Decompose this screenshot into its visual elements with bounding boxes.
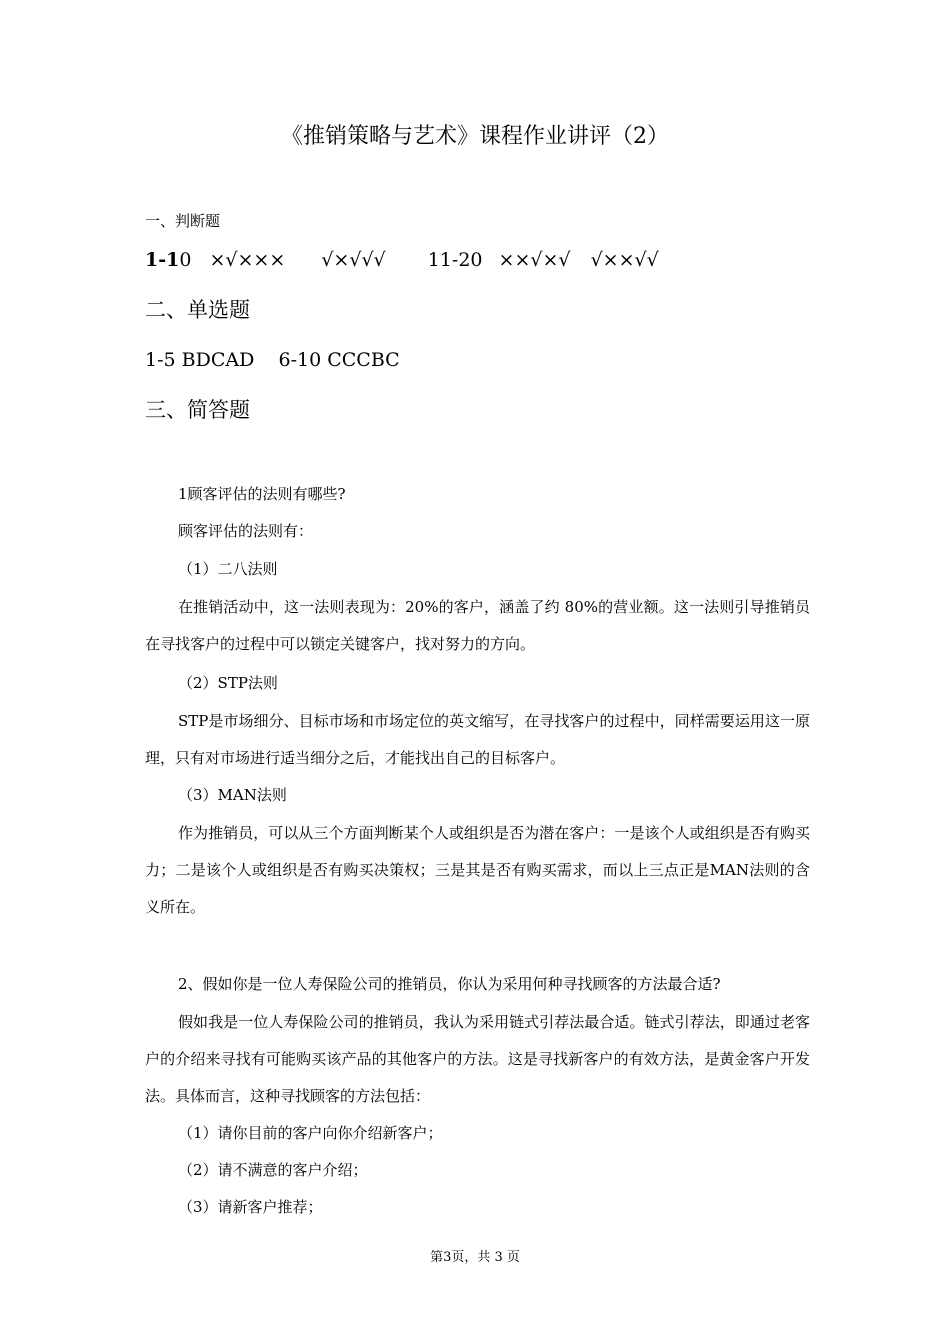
single-choice-answers: 1-5 BDCAD 6-10 CCCBC [145, 349, 400, 371]
q2-answer: 假如我是一位人寿保险公司的推销员，我认为采用链式引荐法最合适。链式引荐法，即通过老客户的介绍来寻找有可能购买该产品的其他客户的方法。这是寻找新客户的有效方法，是黄金客户开发法。具体而言，这种寻找顾客的方法包括： [145, 1013, 810, 1105]
q1-item1-title: （1）二八法则 [178, 560, 278, 578]
judgement-range1-bold: 1-1 [145, 249, 180, 271]
page-footer: 第3页，共 3 页 [430, 1250, 520, 1265]
judgement-answers-1b: √×√√√ [321, 249, 386, 271]
section-heading-short-answer: 三、简答题 [145, 398, 250, 422]
judgement-answers-1a: ×√××× [209, 249, 286, 271]
judgement-answers [145, 246, 810, 274]
q2-question: 2、假如你是一位人寿保险公司的推销员，你认为采用何种寻找顾客的方法最合适? [178, 975, 721, 993]
q1-item1-text: 在推销活动中，这一法则表现为：20%的客户，涵盖了约 80%的营业额。这一法则引导推销员在寻找客户的过程中可以锁定关键客户，找对努力的方向。 [145, 598, 810, 653]
q2-item3: （3）请新客户推荐； [178, 1198, 323, 1216]
q2-item2: （2）请不满意的客户介绍； [178, 1161, 368, 1179]
q1-question: 1顾客评估的法则有哪些? [178, 485, 346, 503]
judgement-answers-2b: √××√√ [590, 249, 659, 271]
q2-item1: （1）请你目前的客户向你介绍新客户； [178, 1124, 443, 1142]
judgement-range2: 11-20 [427, 249, 483, 271]
judgement-answers-2a: ××√×√ [498, 249, 571, 271]
section-heading-judgement: 一、判断题 [145, 212, 221, 230]
q1-item3-title: （3）MAN法则 [178, 786, 287, 804]
document-title: 《推销策略与艺术》课程作业讲评（2） [281, 124, 669, 149]
q1-item3-text: 作为推销员，可以从三个方面判断某个人或组织是否为潜在客户：一是该个人或组织是否有购买力；二是该个人或组织是否有购买决策权；三是其是否有购买需求，而以上三点正是MAN法则的含义所在。 [145, 824, 810, 916]
q1-item2-text: STP是市场细分、目标市场和市场定位的英文缩写，在寻找客户的过程中，同样需要运用这一原理，只有对市场进行适当细分之后，才能找出自己的目标客户。 [145, 712, 810, 767]
q1-item2-title: （2）STP法则 [178, 674, 278, 692]
section-heading-single-choice: 二、单选题 [145, 298, 250, 322]
judgement-range1-rest: 0 [179, 249, 192, 271]
q1-intro: 顾客评估的法则有： [178, 522, 314, 540]
